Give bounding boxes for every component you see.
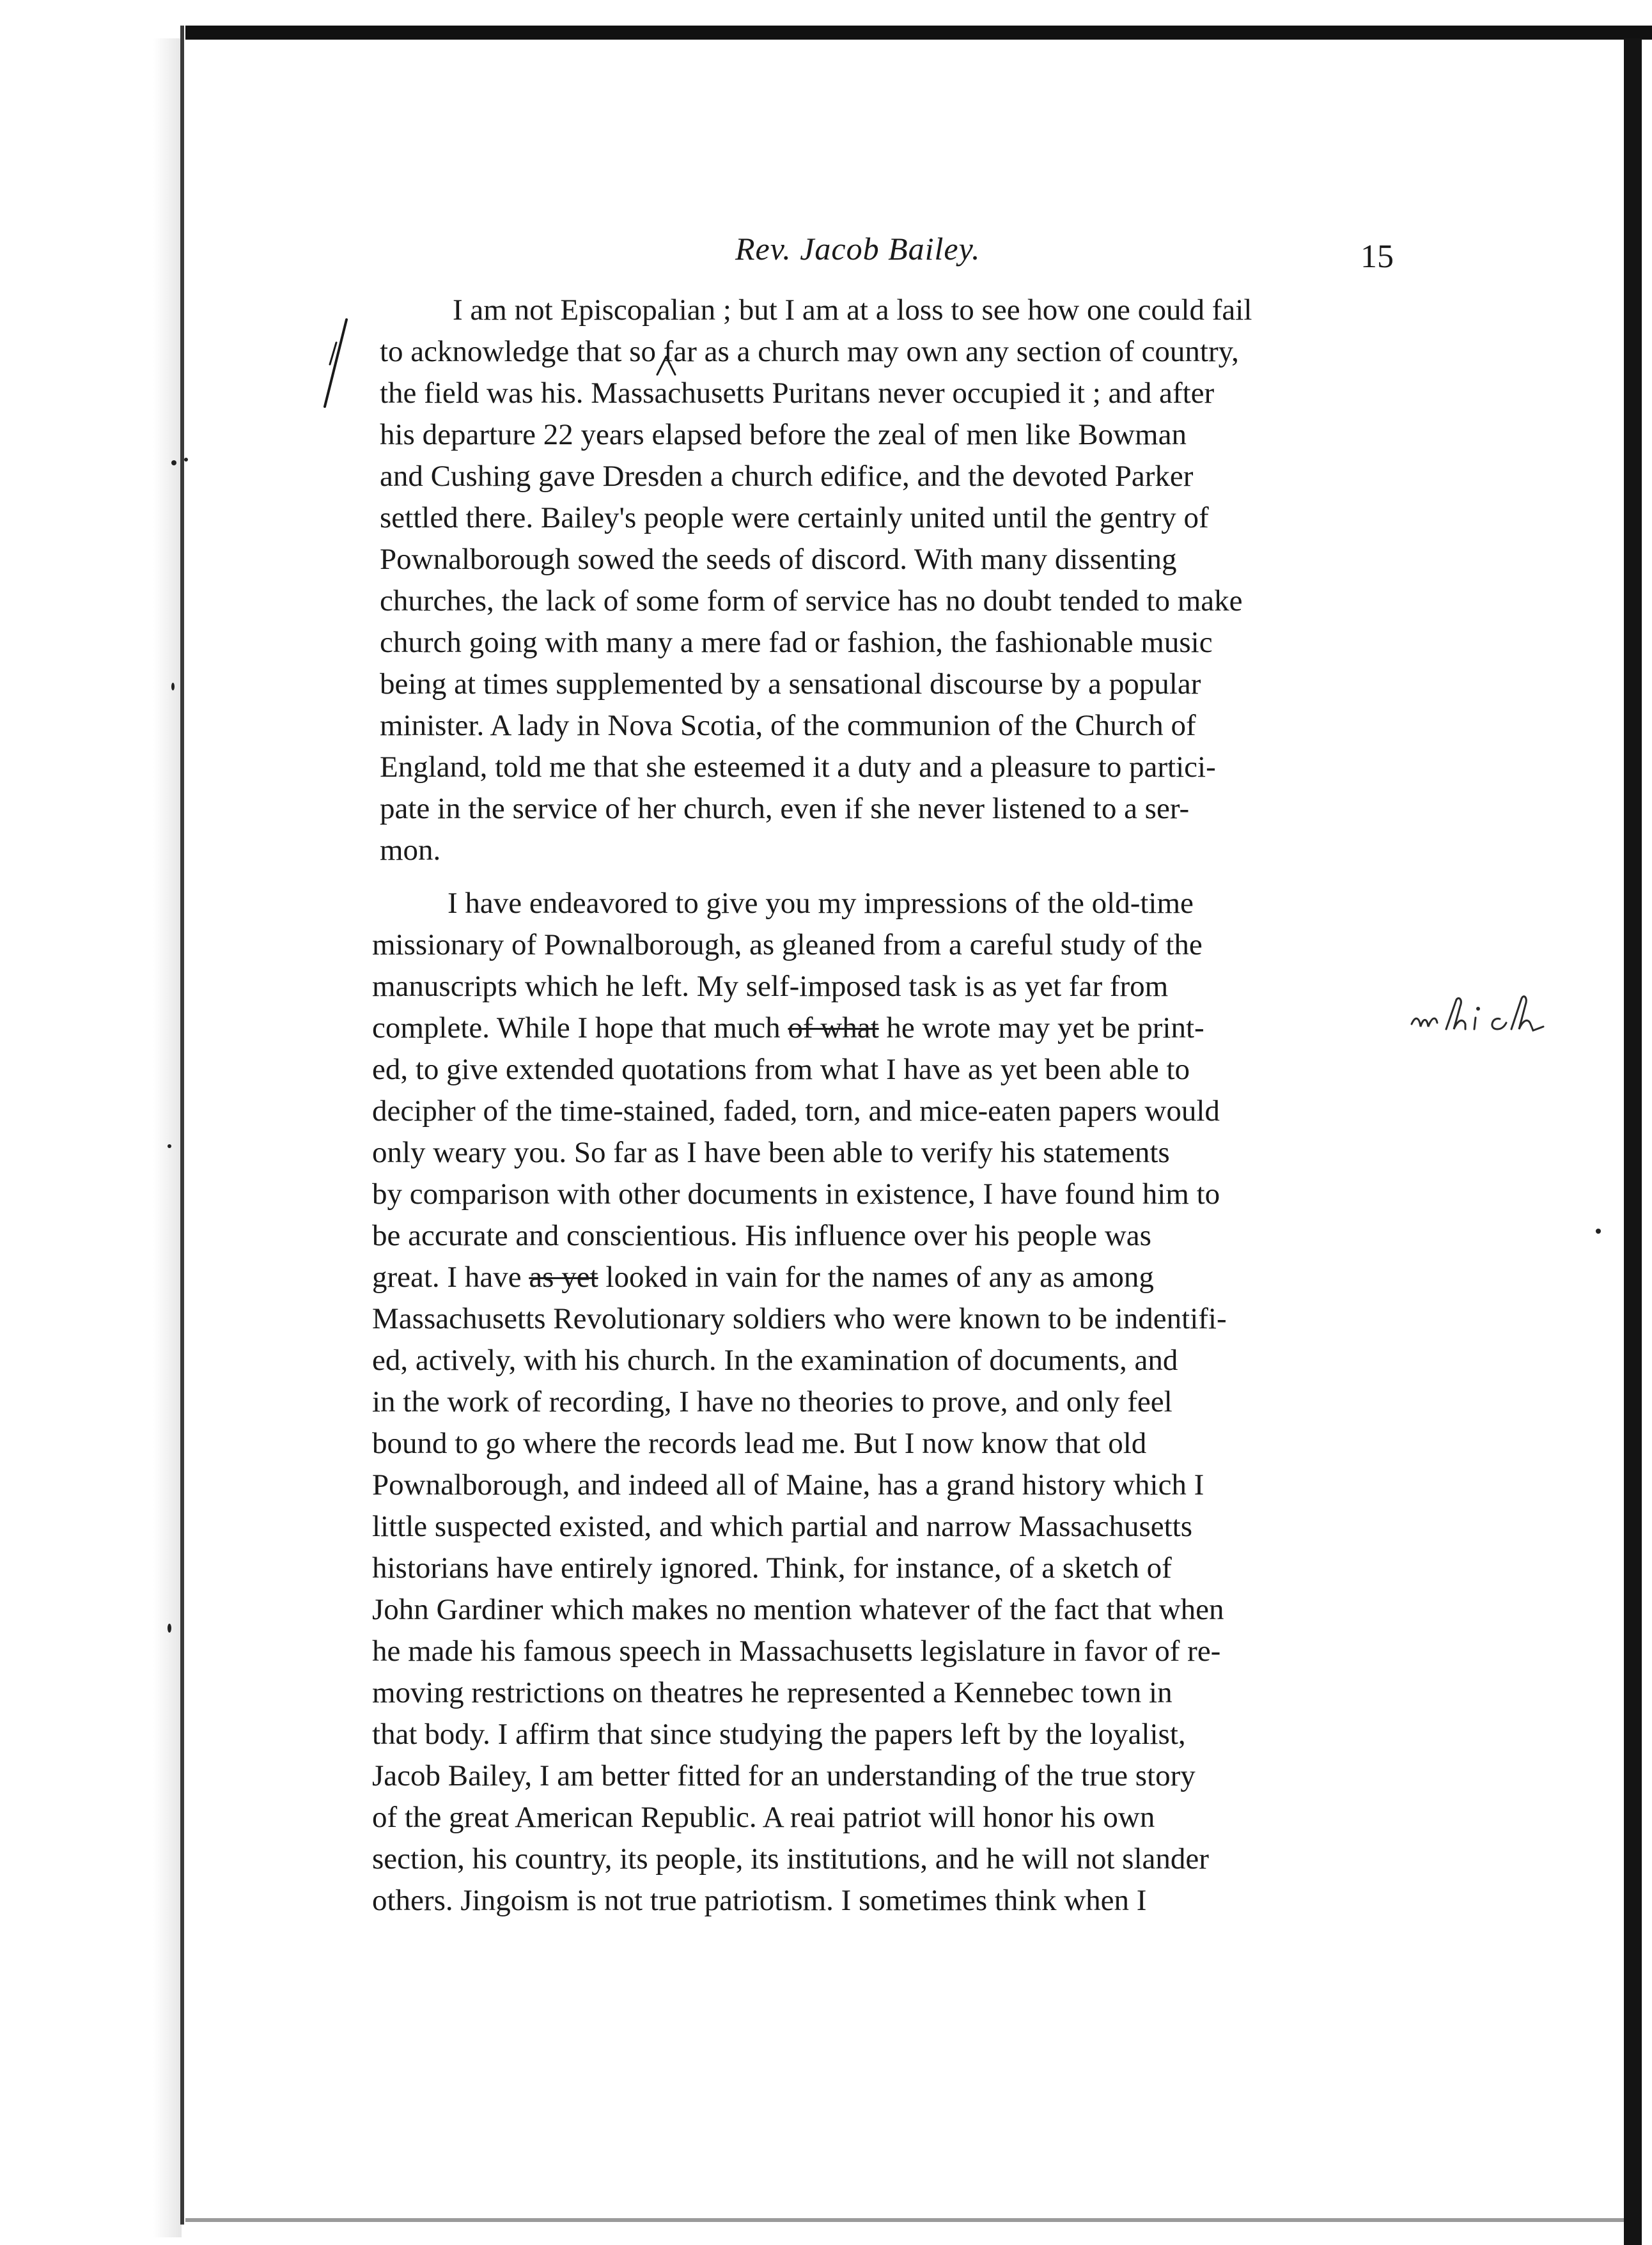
struck-text: of what — [788, 1011, 879, 1045]
text-line: pate in the service of her church, even if she never listened to a ser- — [380, 792, 1190, 825]
running-head: Rev. Jacob Bailey. — [735, 231, 981, 267]
page-spine-edge — [180, 26, 184, 2225]
text-line: church going with many a mere fad or fashion, the fashionable music — [380, 626, 1213, 659]
text-line — [372, 1013, 1204, 1043]
scan-speck — [1596, 1229, 1601, 1234]
text-line: in the work of recording, I have no theories to prove, and only feel — [372, 1385, 1173, 1418]
text-segment: looked in vain for the names of any as among — [598, 1261, 1154, 1294]
text-line: little suspected existed, and which partial and narrow Massachusetts — [372, 1510, 1192, 1543]
text-line: missionary of Pownalborough, as gleaned from a careful study of the — [372, 928, 1203, 961]
spine-shadow — [153, 38, 182, 2237]
text-line: settled there. Bailey's people were certainly united until the gentry of — [380, 501, 1209, 534]
scan-speck — [171, 683, 175, 690]
text-line: minister. A lady in Nova Scotia, of the communion of the Church of — [380, 709, 1196, 742]
text-line: Jacob Bailey, I am better fitted for an understanding of the true story — [372, 1759, 1196, 1792]
page-number: 15 — [1360, 238, 1394, 275]
scan-speck — [168, 1624, 171, 1633]
text-line: churches, the lack of some form of service has no doubt tended to make — [380, 584, 1243, 618]
text-line: John Gardiner which makes no mention whatever of the fact that when — [372, 1593, 1224, 1626]
text-line: Pownalborough, and indeed all of Maine, has a grand history which I — [372, 1468, 1204, 1502]
text-line: section, his country, its people, its institutions, and he will not slander — [372, 1842, 1209, 1876]
struck-text: as yet — [529, 1261, 598, 1294]
text-line: be accurate and conscientious. His influence over his people was — [372, 1219, 1151, 1252]
text-line: ed, actively, with his church. In the examination of documents, and — [372, 1344, 1178, 1377]
scan-right-border — [1624, 38, 1642, 2245]
text-line: I am not Episcopalian ; but I am at a loss to see how one could fail — [453, 293, 1252, 327]
text-line: being at times supplemented by a sensational discourse by a popular — [380, 667, 1201, 701]
handwritten-margin-note — [1407, 984, 1560, 1055]
text-line: mon. — [380, 834, 441, 867]
text-line: bound to go where the records lead me. But I now know that old — [372, 1427, 1147, 1460]
text-line: manuscripts which he left. My self-imposed task is as yet far from — [372, 970, 1169, 1003]
text-line: and Cushing gave Dresden a church edifice, and the devoted Parker — [380, 460, 1194, 493]
text-segment: great. I have — [372, 1261, 529, 1294]
text-line: by comparison with other documents in existence, I have found him to — [372, 1177, 1220, 1211]
text-line: I have endeavored to give you my impressions of the old-time — [448, 887, 1194, 920]
text-line: the field was his. Massachusetts Puritans never occupied it ; and after — [380, 377, 1215, 410]
text-line: historians have entirely ignored. Think, for instance, of a sketch of — [372, 1551, 1172, 1585]
text-line — [372, 1262, 1154, 1293]
text-line: ed, to give extended quotations from what I have as yet been able to — [372, 1053, 1190, 1086]
scan-speck — [171, 460, 176, 465]
scan-speck — [168, 1144, 171, 1148]
text-line: only weary you. So far as I have been able to verify his statements — [372, 1136, 1170, 1169]
text-line: Massachusetts Revolutionary soldiers who were known to be indentifi- — [372, 1302, 1227, 1335]
text-line: moving restrictions on theatres he represented a Kennebec town in — [372, 1676, 1173, 1709]
text-line: he made his famous speech in Massachusetts legislature in favor of re- — [372, 1635, 1221, 1668]
text-line: his departure 22 years elapsed before the zeal of men like Bowman — [380, 418, 1187, 451]
text-line: decipher of the time-stained, faded, torn, and mice-eaten papers would — [372, 1094, 1220, 1128]
page-bottom-edge — [185, 2218, 1624, 2222]
scan-top-border — [185, 26, 1652, 40]
scan-speck — [184, 458, 188, 462]
text-line: of the great American Republic. A reai patriot will honor his own — [372, 1801, 1155, 1834]
text-line: England, told me that she esteemed it a duty and a pleasure to partici- — [380, 750, 1216, 784]
text-segment: he wrote may yet be print- — [878, 1011, 1204, 1045]
text-segment: complete. While I hope that much — [372, 1011, 788, 1045]
text-line: others. Jingoism is not true patriotism. I sometimes think when I — [372, 1884, 1147, 1917]
handwritten-slash-mark — [320, 312, 364, 414]
text-line: to acknowledge that so far as a church may own any section of country, — [380, 335, 1239, 368]
text-line: Pownalborough sowed the seeds of discord. With many dissenting — [380, 543, 1177, 576]
text-line: that body. I affirm that since studying the papers left by the loyalist, — [372, 1718, 1186, 1751]
